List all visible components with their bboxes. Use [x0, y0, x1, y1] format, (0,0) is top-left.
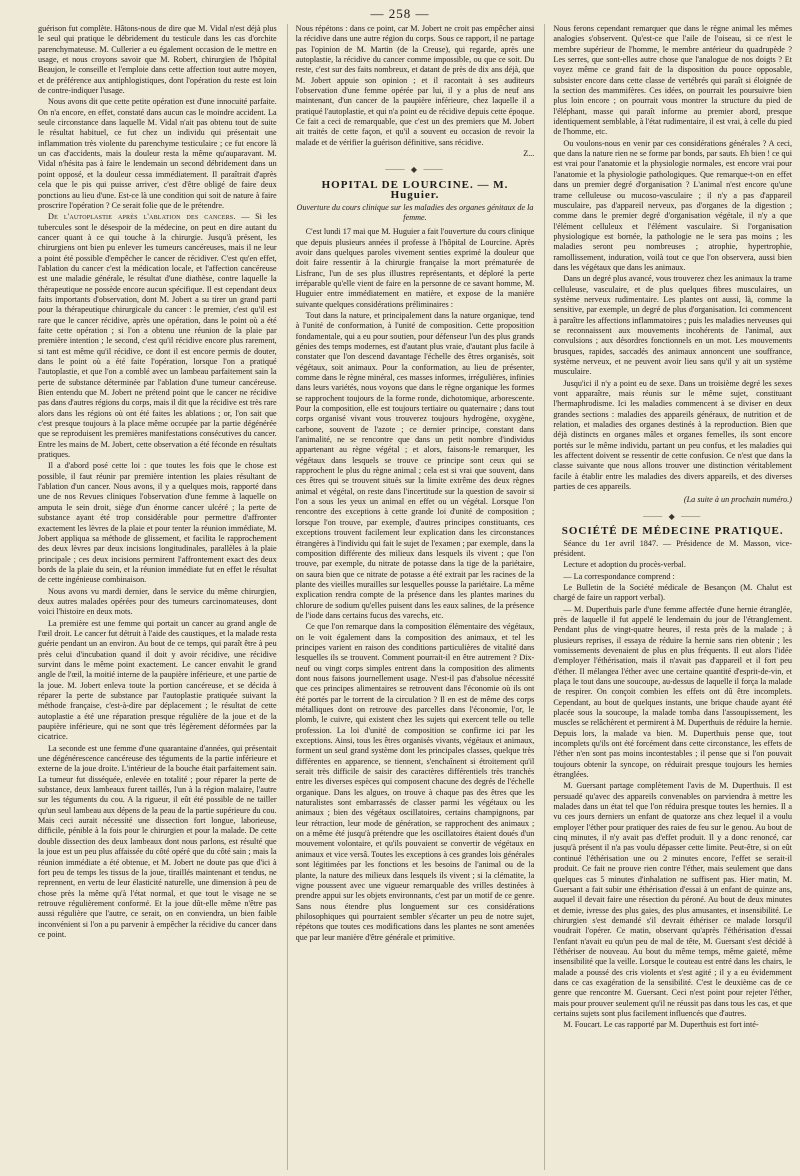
- paragraph: Dans un degré plus avancé, vous trouverez chez les animaux la trame celluleuse, vasculaire, et de plus quelques fibres musculaires, un système nerveux rudimentaire. Les plantes ont aussi, là, comme la sensitive, par exemple, un degré de plus d'organisation. Ici commencent à paraître les affections inflammatoires ; puis les maladies nerveuses qui se reconnaissent aux mouvements incohérents de l'animal, aux convulsions ; aux désordres fonctionnels en un mot. Les mouvements brusques, rapides, saccadés des animaux annoncent une souffrance, système nerveux, et ne peuvent avoir lieu sans qu'il y ait un système musculaire.: [553, 274, 793, 377]
- section-lead: De l'autoplastie après l'ablation des cancers.: [48, 212, 236, 222]
- signature: Z...: [523, 149, 535, 159]
- meeting-header: Séance du 1er avril 1847. — Présidence de M. Masson, vice-président.: [553, 538, 793, 558]
- paragraph: — M. Duperthuis parle d'une femme affectée d'une hernie étranglée, près de laquelle il fut appelé le lendemain du jour de l'étranglement. Pendant plus de vingt-quatre heures, il resta près de la malade ; à plusieurs reprises, il essaya de réduire la hernie sans rien obtenir ; les vomissements devenaient de plus en plus fréquents. Il eut alors l'idée d'employer l'éthérisation, mais il n'avait pas d'appareil et il fort peu d'éther. Il mélangea l'éther avec une certaine quantité d'esprit-de-vin, et plaça le tout dans une soucoupe, au-dessus de laquelle il força la malade de respirer. On conçoit combien les effets ont dû être incomplets. Cependant, au bout de quelques instants, une brique chaude ayant été placée sous la soucoupe, la malade tomba dans l'assoupissement, les muscles se relâchèrent et permirent à M. Duperthuis de réduire la hernie. Depuis lors, la malade va bien. M. Duperthuis pense que, tout incomplets qu'ils ont été forcément dans cette circonstance, les effets de l'éther n'en sont pas moins incontestables ; il pense que si l'on pouvait toujours obtenir la syncope, on réduirait presque toujours les hernies étranglées.: [553, 604, 793, 780]
- column-3: [544, 24, 792, 1170]
- section-divider: ⸻ ◆ ⸻: [642, 511, 703, 521]
- paragraph: M. Foucart. Le cas rapporté par M. Duperthuis est fort inté-: [563, 1020, 759, 1030]
- paragraph: Nous répétons : dans ce point, car M. Jobert ne croit pas empêcher ainsi la récidive dans une autre région du corps. Sous ce rapport, il ne partage pas l'opinion de M. Martin (de la Creuse), qui regarde, après une autoplastie, la récidive du cancer comme impossible, ou que ce soit. Du reste, c'est sur des faits nombreux, et datant de près de dix ans déjà, que M. Jobert appuie son opinion ; et il racontait à ses auditeurs l'observation d'une femme opérée par lui, il y a plus de neuf ans maintenant, d'un cancer de la paupière inférieure, chez laquelle il a pratiqué l'autoplastie, et qui n'a point eu de récidive depuis cette époque. Ce fait a ceci de remarquable, que c'est un des premiers que M. Jobert ait traités de cette façon, et qu'il a souvent eu occasion de revoir la malade et de vérifier la guérison définitive, sans récidive.: [295, 24, 535, 147]
- section-divider: ⸻ ◆ ⸻: [384, 165, 446, 175]
- paragraph: Nous ferons cependant remarquer que dans le règne animal les mêmes analogies s'observent. Qu'est-ce que l'aile de l'oiseau, si ce n'est le membre supérieur de l'homme, le membre antérieur du quadrupède ? Les serres, que sont-elles autre chose que l'analogue de nos doigts ? Et voyez même ce grand fait de la disposition du pouce opposable, subsister encore dans cette classe de vertébrés qui paraît si éloignée de la section des mammifères. Ces idées, on pourrait les poursuivre bien plus loin encore ; on pourrait vous montrer la structure du pied de l'éléphant, masse qui paraît informe au premier abord, presque identiquement semblable, à l'état rudimentaire, il est vrai, à celle du pied de l'homme, etc.: [553, 24, 793, 137]
- paragraph: — La correspondance comprend :: [563, 571, 675, 581]
- column-1: [38, 24, 277, 1170]
- paragraph: Nous avons dit que cette petite opération est d'une innocuité parfaite. On n'a encore, en effet, constaté dans aucun cas le moindre accident. La seule circonstance dans laquelle M. Vidal n'ait pas obtenu tout de suite le résultat habituel, ce fut chez un individu qui présentait une inflammation très violente du parenchyme testiculaire ; ce fut encore là un cas d'accidents, mais la douleur resta la même qu'auparavant. M. Vidal n'hésita pas à faire le lendemain un second débridement dans un point opposé, et la douleur cessa immédiatement. Il paraîtrait d'après cela que le pis qui puisse arriver, c'est d'être obligé de faire deux ponctions au lieu d'une. Est-ce là une condition qui soit de nature à faire proscrire l'opération ? Ce serait folie que de le prétendre.: [38, 97, 277, 210]
- paragraph: Lecture et adoption du procès-verbal.: [563, 560, 686, 570]
- paragraph: Ce que l'on remarque dans la composition élémentaire des végétaux, on le voit également dans la composition des animaux, et tel les principes varient en raison des conditions particulières de vitalité dans lesquelles ils se trouvent. Comment pourrait-il en être autrement ? Dix-neuf ou vingt corps simples entrent dans la composition des aliments dont nous faisons journellement usage. N'est-il pas d'absolue nécessité que ces principes alimentaires se retrouvent dans l'économie où ils ont été portés par le torrent de la circulation ? Il en est de même des corps métalliques dont on retrouve des parcelles dans l'économie, l'or, le plomb, le cuivre, qui existent chez les sujets qui exercent telle ou telle profession. La loi d'unité de composition se confirme ici par les exceptions. Ainsi, tous les êtres organisés vivants, végétaux et animaux, forment un seul grand système dont les principales classes, quelque très différentes en apparence, se tiennent, s'enchaînent si étroitement qu'il serait très difficile de saisir des caractères différentiels très tranchés entre les diverses espèces qui composent chacune des degrés de l'échelle organique. Dans les algues, on trouve à chaque pas des êtres que les naturalistes sont embarrassés de classer parmi les végétaux ou les animaux ; bien des végétaux oscillatoires, certains champignons, par leur rétraction, leur mode de génération, se rapprochent des animaux ; on a même été jusqu'à prétendre que les oscillatoires étaient doués d'un mouvement volontaire, et qu'ils pouvaient se convertir de végétaux en animaux et vice versâ. Toutes les exceptions à ces grandes lois générales sont légitimées par les fonctions et les besoins de l'animal ou de la plante, la nature des milieux dans lesquels ils vivent ; si la clématite, la vigne poussent avec une vigueur remarquable des vrilles destinées à prendre appui sur les objets environnants, c'est par un motif de ce genre. Sans nous étendre plus longuement sur ces considérations philosophiques qui pourraient sembler s'écarter un peu de notre sujet, répétons que toutes ces modifications dans les plantes ne sont amenées que par leur manière d'être générale et primitive.: [295, 622, 535, 942]
- section-subtitle: Ouverture du cours clinique sur les maladies des organes génitaux de la femme.: [296, 202, 534, 222]
- paragraph: C'est lundi 17 mai que M. Huguier a fait l'ouverture du cours clinique que depuis plusieurs années il professe à l'hôpital de Lourcine. Après avoir dans quelques paroles vivement senties exprimé la douleur que doit faire ressentir à la chirurgie française la mort prématurée de Lisfranc, l'un de ses plus illustres représentants, et déploré la perte irréparable qu'elle vient de faire en la personne de ce savant homme, M. Huguier entre immédiatement en matière, et expose de la manière suivante quelques considérations préliminaires :: [295, 227, 535, 309]
- paragraph: La seconde est une femme d'une quarantaine d'années, qui présentait une dégénérescence cancéreuse des téguments de la partie inférieure et externe de la joue droite. L'intérieur de la bouche était parfaitement sain. La tumeur fut disséquée, enlevée en totalité ; pour réparer la perte de substance, deux lambeaux furent taillés, l'un à la région malaire, l'autre sur les téguments du cou. A la rigueur, il eût été possible de ne tailler qu'un seul lambeau aux dépens de la peau de la partie supérieure du cou. Mais ceci aurait nécessité une dissection fort longue, laborieuse, difficile, pénible à la fois pour le chirurgien et pour la malade. De cette double dissection des deux lambeaux dont nous parlons, est résulté que la joue est un peu plus affaissée du côté opéré que du côté sain ; mais la réunion immédiate a été obtenue, et M. Jobert ne doute pas que d'ici à fort peu de temps les tissus de la joue, tiraillés maintenant et tendus, ne reprennent, en vertu de leur élasticité naturelle, une dimension à peu de chose près la même qu'à l'état normal, et que tout le visage ne se retrouve régulièrement conformé. Et la joue dût-elle même n'être pas aussi régulière que l'autre, ce serait, on en conviendra, un bien faible inconvénient si l'on a pu parvenir à empêcher la récidive du cancer dans ce point.: [38, 743, 277, 939]
- continued-note: (La suite à un prochain numéro.): [683, 495, 793, 505]
- paragraph: Jusqu'ici il n'y a point eu de sexe. Dans un troisième degré les sexes vont apparaître, mais réunis sur le même sujet, constituant l'hermaphrodisme. Ici les maladies commencent à se diviser en deux grandes sections : maladies des appareils généraux, de nutrition et de relation, et maladies des organes destinés à la reproduction. Bien que déjà distincts en organes mâles et organes femelles, ils sont encore portés sur le même individu, partant un peu confus, et les maladies qui les affectent doivent se ressentir de cette confusion. Ce n'est que dans la classe suivante que nous allons trouver une distinction véritablement facile à établir entre les maladies des divers appareils, et des diverses parties de ces appareils.: [553, 378, 793, 492]
- paragraph: guérison fut complète. Hâtons-nous de dire que M. Vidal n'est déjà plus le seul qui pratique le débridement du testicule dans les cas d'orchite parenchymateuse. M. Cullerier a eu également occasion de le mettre en usage, et nous croyons savoir que M. Robert, chirurgien de l'hôpital Beaujon, le conseille et l'emploie dans cette affection tout autre moyen, et de préférence aux antiphlogistiques, dont l'opération du reste est loin de contre-indiquer l'usage.: [38, 24, 277, 96]
- paragraph: Nous avons vu mardi dernier, dans le service du même chirurgien, deux autres malades opérées pour des tumeurs carcinomateuses, dont voici l'histoire en deux mots.: [38, 586, 277, 617]
- paragraph: La première est une femme qui portait un cancer au grand angle de l'œil droit. Le cancer fut détruit à l'aide des caustiques, et la malade resta guérie pendant un an environ. Au bout de ce temps, qui paraît être à peu près celui d'incubation quand il doit y avoir récidive, une récidive survint dans le même point exactement. Le cancer envahit le grand angle de l'œil, la moitié interne de la paupière inférieure, et une partie de la joue. M. Jobert enleva toute la portion cancéreuse, et se décida à réparer la perte de substance par l'autoplastie pratiquée suivant la méthode française, c'est-à-dire par déplacement ; le résultat de cette autoplastie a été une réparation presque régulière de la joue et de la paupière inférieure, qui ne sont que très légèrement déformées par la cicatrice.: [38, 618, 277, 742]
- column-2: [287, 24, 535, 1170]
- paragraph: Il a d'abord posé cette loi : que toutes les fois que le chose est possible, il faut réunir par première intention les plaies résultant de l'ablation d'un cancer. Nous avons, il y a quelques mois, rapporté dans une de nos Revues cliniques l'observation d'une femme à laquelle on amputa le sein droit, siège d'un énorme cancer ulcéré ; la perte de substance ayant été trop considérable pour permettre d'affronter exactement les lèvres de la plaie et pour tenter la réunion immédiate, M. Jobert appliqua sa méthode de glissement, et facilita le rapprochement des deux lèvres par deux incisions longitudinales, parallèles à la plaie principale ; ces deux incisions permirent l'affrontement exact des deux bords de la plaie du sein, et la réunion immédiate fut en effet le résultat de cette ingénieuse combinaison.: [38, 461, 277, 585]
- paragraph: M. Guersant partage complètement l'avis de M. Duperthuis. Il est persuadé qu'avec des appareils convenables on parviendra à mettre les malades dans un état tel que l'on réduira presque toutes les hernies. Il a vu ces jours derniers un enfant de quatorze ans chez lequel il a voulu employer l'éther pour pratiquer des raies de feu sur le genou. Au bout de cinq minutes, il n'y avait pas d'effet produit. Il y a donc renoncé, car jusqu'à présent il n'a pas voulu dépasser cette limite. Peut-être, si on eût continué l'éthérisation une ou 2 minutes encore, l'effet se serait-il produit. Ce fait ne prouve rien contre l'éther, mais seulement que dans quelques cas 5 minutes d'inhalation ne suffisent pas. Hier matin, M. Guersant a fait subir une éthérisation d'essai à un enfant de quinze ans, auquel il devait faire une résection du péroné. Au bout de deux minutes et demie, ivresse des plus gaies, des plus amusantes, et insensibilité. Le chirurgien s'est demandé s'il devrait éthériser ce malade lorsqu'il voudrait l'opérer. Ce matin, observant qu'après l'éthérisation d'essai l'enfant n'avait eu qu'un peu de mal de tête, M. Guersant s'est décidé à l'éthériser de nouveau. Au bout du même temps, même gaieté, même insensibilité que la veille. Lorsque le couteau est entré dans les chairs, le malade a poussé des cris violents et s'est agité ; il y a eu évidemment dans ce cas exagération de la sensibilité. C'est le deuxième cas de ce genre que rencontre M. Guersant. Ceci n'est point pour rejeter l'éther, mais pour prouver seulement qu'il ne réussit pas dans tous les cas, et que certains sujets sont plus facilement influencés que d'autres.: [553, 781, 793, 1018]
- paragraph: Le Bulletin de la Société médicale de Besançon (M. Chalut est chargé de faire un rapport verbal).: [553, 582, 793, 603]
- page-number: — 258 —: [370, 6, 430, 21]
- paragraph-text: Si les tubercules sont le désespoir de la médecine, on peut en dire autant du cancer quant à ce qui touche à la chirurgie. Jusqu'à présent, les chirurgiens ont bien pu enlever les tumeurs cancéreuses, mais il ne leur a point été possible d'empêcher le cancer de récidiver. C'est qu'en effet, l'ablation du cancer c'est la médication locale, et l'affection cancéreuse est une maladie générale, le résultat d'une diathèse, contre laquelle la thérapeutique ne possède encore aucun spécifique. Il est cependant deux faits importants d'observation, dont M. Jobert a su tirer un grand parti pour la thérapeutique chirurgicale du cancer : le premier, c'est qu'il est rare que le cancer récidive, après une opération, dans le point où a été faite cette opération ; si l'on a obtenu une réunion de la plaie par première intention ; le second, c'est qu'il récidive encore plus rarement, si tant est même qu'il récidive, ce dont il est encore permis de douter, dans le point où a été faite l'opération, lorsque l'on a pratiqué l'autoplastie, et que l'on a comblé avec un lambeau parfaitement sain la perte de substance déterminée par l'ablation d'une tumeur cancéreuse. Bien entendu que M. Jobert ne prétend point que le cancer ne récidive pas dans d'autres régions du corps, mais il dit que la récidive est très rare alors dans les régions où ont été faites les ablations ; or, l'on sait que c'est presque toujours à la place même occupée par la partie dégénérée que se reproduisent les premières manifestations consécutives du cancer. Entre les mains de M. Jobert, cette observation a été féconde en résultats pratiques.: [38, 212, 277, 460]
- section-paragraph: De l'autoplastie après l'ablation des cancers. — Si les tubercules sont le désespoir de la médecine, on peut en dire autant du cancer quant à ce qui touche à la chirurgie. Jusqu'à présent, les chirurgiens ont bien pu enlever les tumeurs cancéreuses, mais il ne leur a point été possible d'empêcher le cancer de récidiver. C'est qu'en effet, l'ablation du cancer c'est la médication locale, et l'affection cancéreuse est une maladie générale, le résultat d'une diathèse, contre laquelle la thérapeutique ne possède encore aucun spécifique. Il est cependant deux faits importants d'observation, dont M. Jobert a su tirer un grand parti pour la thérapeutique chirurgicale du cancer : le premier, c'est qu'il est rare que le cancer récidive, après une opération, dans le point où a été faite cette opération ; si l'on a obtenu une réunion de la plaie par première intention ; le second, c'est qu'il récidive encore plus rarement, si tant est même qu'il récidive, ce dont il est encore permis de douter, dans le point où a été faite l'opération, lorsque l'on a pratiqué l'autoplastie, et que l'on a comblé avec un lambeau parfaitement sain la perte de substance déterminée par l'ablation d'une tumeur cancéreuse. Bien entendu que M. Jobert ne prétend point que le cancer ne récidive pas dans d'autres régions du corps, mais il dit que la récidive est très rare alors dans les régions où ont été faites les ablations ; or, l'on sait que c'est presque toujours à la place même occupée par la partie dégénérée que se reproduisent les premières manifestations consécutives du cancer. Entre les mains de M. Jobert, cette observation a été féconde en résultats pratiques.: [38, 212, 277, 460]
- section-title: SOCIÉTÉ DE MÉDECINE PRATIQUE.: [561, 525, 784, 538]
- section-title: HOPITAL DE LOURCINE. — M. Huguier.: [321, 178, 509, 202]
- article-columns: [38, 24, 792, 1170]
- paragraph: Ou voulons-nous en venir par ces considérations générales ? A ceci, que dans la nature rien ne se forme par bonds, par sauts. Eh bien ! ce qui est vrai pour l'anatomie et la physiologie normales, est encore vrai pour l'anatomie et la physiologie pathologiques. Que remarque-t-on en effet dans un premier degré d'organisation ? L'animal n'est encore qu'une trame celluleuse ou mucoso-vasculaire ; il n'y a pas d'appareil musculaire, pas d'appareil nerveux, pas d'organes de la digestion ; comme dans le premier degré d'organisation végétale, il n'y a que l'élément celluleux et l'élément vasculaire. Si l'organisation physiologique est bornée, la pathologie ne le sera pas moins ; les maladies seront peu nombreuses ; atrophie, hypertrophie, ramollissement, induration, voilà tout ce que l'on observera, aussi bien dans les végétaux que dans les animaux.: [553, 138, 793, 272]
- paragraph: Tout dans la nature, et principalement dans la nature organique, tend à l'unité de conformation, à l'unité de composition. Cette proposition fondamentale, qui a eu pour soutien, pour défenseur l'un des plus grands génies des temps modernes, est d'autant plus vraie, d'autant plus facile à constater que l'on descend davantage l'échelle des êtres organisés, soit végétaux, soit animaux. Pour la conformation, au lieu de présenter, comme dans le règne minéral, ces masses informes, irrégulières, infinies dans leurs variétés, nous voyons que dans le règne organique les formes se rapprochent toujours de la forme ronde, dichotomique, arborescente. Pour la composition, elle est toujours tertiaire ou quaternaire ; dans tout corps organisé vivant vous trouverez toujours hydrogène, oxygène, carbone, souvent de l'azote ; ce dernier principe, constant dans l'animalité, ne se rencontre que dans un petit nombre d'individus appartenant au règne végétal ; et alors, faisons-le remarquer, les végétaux dans lesquels se trouve ce principe sont ceux qui se rapprochent le plus du règne animal ; cela est si vrai que souvent, dans ces êtres qui se trouvent situés sur la limite extrême des deux règnes animal et végétal, on reste dans l'incertitude sur la question de savoir si l'on a sous les yeux un animal en effet ou un végétal. Lorsque l'on rencontre des exceptions à cette grande loi d'unité de composition ; lorsque l'on trouve, par exemple, d'autres principes constituants, ces exceptions trouvent facilement leur explication dans les circonstances étrangères à l'individu qui fait le sujet de l'examen ; par exemple, dans la composition différente des milieux dans lesquels ils vivent ; que l'on trouve, par exemple, du nitrate de potasse dans la tige de la pariétaire, on saura bien que ce nitrate de potasse a été extrait par les racines de la plante des vieilles murailles sur lesquelles pousse la pariétaire. La même explication rendra compte de la présence dans les plantes marines du chlorure de sodium qu'elles puisent dans les eaux salines, de la présence de l'iode dans certains fucus des varechs, etc.: [295, 310, 535, 620]
